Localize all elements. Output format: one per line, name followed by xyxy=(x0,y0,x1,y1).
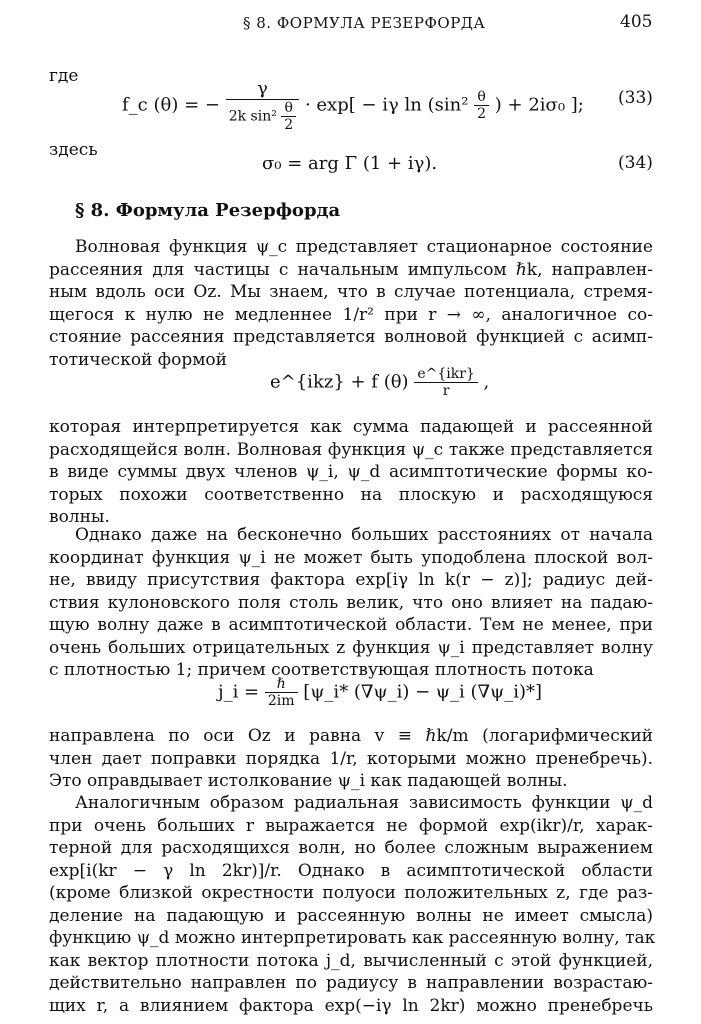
formula-33-fraction xyxy=(226,78,300,133)
formula-flux-denominator: 2im xyxy=(267,693,295,709)
here-label: здесь xyxy=(49,140,98,160)
paragraph-line: член дает поправки порядка 1/r, которыми можно пренебречь). xyxy=(49,748,653,769)
formula-34: σ₀ = arg Γ (1 + iγ). xyxy=(262,153,438,174)
paragraph-line: как вектор плотности потока j_d, вычисленный с этой функцией, xyxy=(49,950,653,971)
running-header: § 8. ФОРМУЛА РЕЗЕРФОРДА xyxy=(243,14,486,32)
paragraph-line: тотической формой xyxy=(49,349,228,370)
formula-33-den-two: 2 xyxy=(284,117,294,133)
paragraph-line: щих r, а влиянием фактора exp(−iγ ln 2kr) можно пренебречь xyxy=(49,995,653,1016)
paragraph-line: Однако даже на бесконечно больших расстояниях от начала xyxy=(75,525,653,545)
formula-33 xyxy=(122,78,584,133)
paragraph-1 xyxy=(49,236,653,371)
formula-asymptotic-tail: , xyxy=(483,371,490,393)
formula-33-rhs: · exp[ − iγ ln (sin² xyxy=(304,94,469,116)
paragraph-line: координат функция ψ_i не может быть уподоблена плоской вол- xyxy=(49,547,653,568)
paragraph-line: ствия кулоновского поля столь велик, что оно влияет на падаю- xyxy=(49,592,653,613)
paragraph-line: в виде суммы двух членов ψ_i, ψ_d асимптотические формы ко- xyxy=(49,462,653,482)
paragraph-line: с плотностью 1; причем соответствующая плотность потока xyxy=(49,660,594,680)
paragraph-line: деление на падающую и рассеянную волны не имеет смысла) xyxy=(49,905,653,926)
page-number: 405 xyxy=(620,12,653,32)
formula-33-inner-theta: θ xyxy=(474,89,489,106)
formula-33-den-theta: θ xyxy=(281,100,296,117)
where-label: где xyxy=(49,66,79,86)
paragraph-line: терной для расходящихся волн, но более сложным выражением xyxy=(49,838,653,858)
paragraph-line: Волновая функция ψ_c представляет стационарное состояние xyxy=(75,237,653,257)
formula-33-inner-two: 2 xyxy=(477,106,487,122)
formula-asymptotic xyxy=(270,366,489,399)
equation-number-34: (34) xyxy=(618,153,653,173)
paragraph-line: (кроме близкой окрестности полуоси положительных z, где раз- xyxy=(49,883,653,903)
formula-flux-lhs: j_i = xyxy=(218,681,260,703)
formula-flux-rhs: [ψ_i* (∇ψ_i) − ψ_i (∇ψ_i)*] xyxy=(303,681,543,703)
paragraph-line: Аналогичным образом радиальная зависимость функции ψ_d xyxy=(75,793,653,813)
paragraph-line: не, ввиду присутствия фактора exp[iγ ln k(r − z)]; радиус дей- xyxy=(49,570,653,590)
paragraph-line: стояние рассеяния представляется волновой функцией с асимп- xyxy=(49,327,653,347)
paragraph-line: которая интерпретируется как сумма падающей и рассеянной xyxy=(49,417,653,437)
formula-33-lhs: f_c (θ) = − xyxy=(122,94,220,116)
paragraph-line: направлена по оси Oz и равна v ≡ ℏk/m (логарифмический xyxy=(49,726,653,746)
paragraph-4 xyxy=(49,725,653,793)
paragraph-2 xyxy=(49,416,653,529)
equation-number-33: (33) xyxy=(618,88,653,108)
formula-flux-numerator: ℏ xyxy=(265,676,298,693)
paragraph-line: торых похожи соответственно на плоскую и расходящуюся xyxy=(49,484,653,505)
formula-33-tail: ) + 2iσ₀ ]; xyxy=(494,94,584,116)
paragraph-line: рассеяния для частицы с начальным импульсом ℏk, направлен- xyxy=(49,259,653,280)
paragraph-line: действительно направлен по радиусу в направлении возрастаю- xyxy=(49,973,653,993)
paragraph-line: волны. xyxy=(49,507,110,527)
section-title: § 8. Формула Резерфорда xyxy=(75,200,341,221)
paragraph-line: Это оправдывает истолкование ψ_i как падающей волны. xyxy=(49,771,568,791)
formula-asymptotic-lhs: e^{ikz} + f (θ) xyxy=(270,371,409,393)
paragraph-line: щую волну даже в асимптотической области. Тем не менее, при xyxy=(49,615,653,635)
paragraph-line: расходящейся волн. Волновая функция ψ_c также представляется xyxy=(49,439,653,460)
formula-33-denominator: 2k sin² xyxy=(228,108,277,125)
paragraph-5 xyxy=(49,792,656,1017)
paragraph-line: exp[i(kr − γ ln 2kr)]/r. Однако в асимптотической области xyxy=(49,860,653,881)
paragraph-3 xyxy=(49,524,653,682)
paragraph-line: ным вдоль оси Oz. Мы знаем, что в случае потенциала, стремя- xyxy=(49,282,653,302)
paragraph-line: очень больших отрицательных z функция ψ_i представляет волну xyxy=(49,637,653,658)
paragraph-line: щегося к нулю не медленнее 1/r² при r → ∞, аналогичное со- xyxy=(49,304,653,325)
formula-asymptotic-numerator: e^{ikr} xyxy=(414,366,477,383)
formula-33-numerator: γ xyxy=(226,78,300,100)
paragraph-line: функцию ψ_d можно интерпретировать как рассеянную волну, так xyxy=(49,928,656,948)
paragraph-line: при очень больших r выражается не формой exp(ikr)/r, харак- xyxy=(49,815,653,836)
formula-asymptotic-denominator: r xyxy=(442,383,450,399)
formula-flux xyxy=(218,676,542,709)
